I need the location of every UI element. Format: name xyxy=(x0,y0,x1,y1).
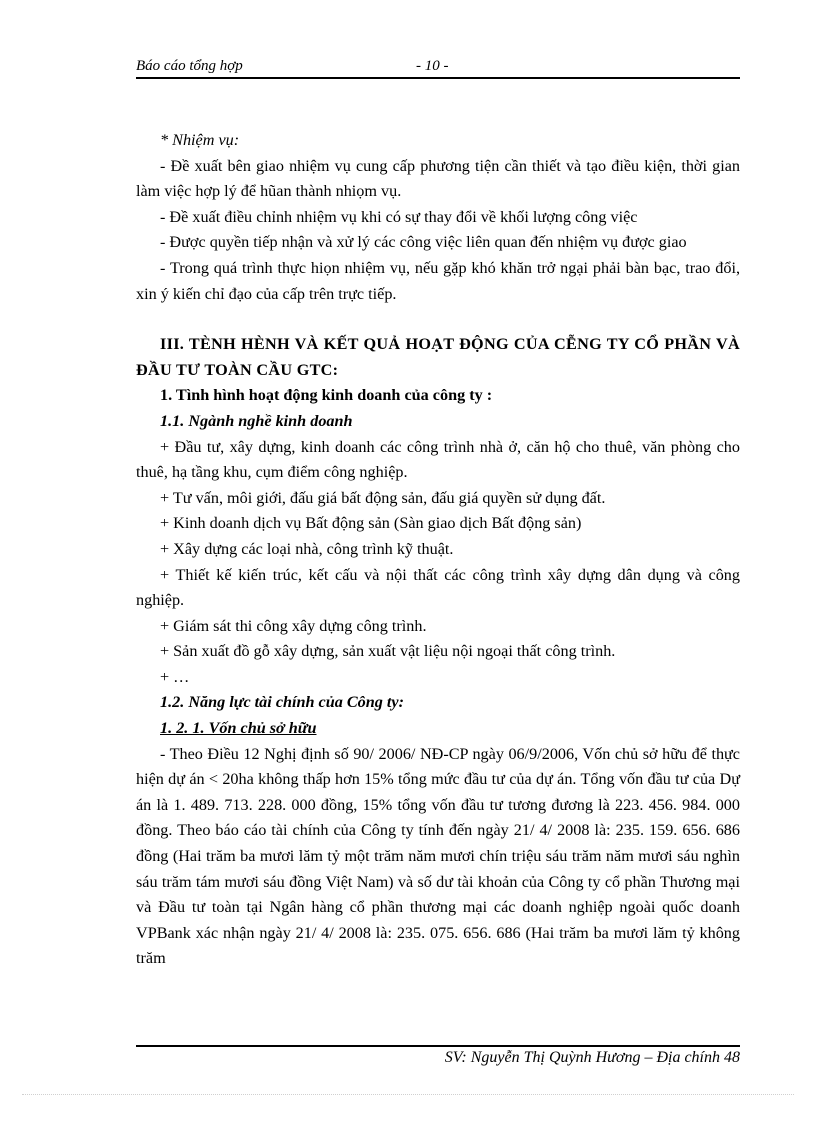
page-edge xyxy=(22,1094,794,1095)
business-line-item: + Sản xuất đồ gỗ xây dựng, sản xuất vật liệu nội ngoại thất công trình. xyxy=(160,642,616,661)
document-body xyxy=(136,128,740,972)
footer-rule xyxy=(136,1045,740,1047)
page-header xyxy=(136,56,740,78)
business-line-item: + Xây dựng các loại nhà, công trình kỹ thuật. xyxy=(160,539,454,558)
page-footer: SV: Nguyễn Thị Quỳnh Hương – Địa chính 48 xyxy=(444,1049,740,1066)
spacer xyxy=(136,307,740,332)
subsection-heading: 1. Tình hình hoạt động kinh doanh của công ty : xyxy=(160,386,493,405)
subsection-heading-1-1: 1.1. Ngành nghề kinh doanh xyxy=(160,411,353,430)
business-line-item: + Kinh doanh dịch vụ Bất động sản (Sàn giao dịch Bất động sản) xyxy=(160,514,582,533)
header-rule xyxy=(136,77,740,79)
business-line-item: + … xyxy=(160,667,190,686)
business-line-item: + Tư vấn, môi giới, đấu giá bất động sản, đấu giá quyền sử dụng đất. xyxy=(160,488,606,507)
duty-item: - Được quyền tiếp nhận và xử lý các công việc liên quan đến nhiệm vụ được giao xyxy=(160,233,687,252)
business-line-item: + Thiết kế kiến trúc, kết cấu và nội thất các công trình xây dựng dân dụng và công nghiệp. xyxy=(136,565,740,610)
subsection-heading-1-2: 1.2. Năng lực tài chính của Công ty: xyxy=(160,693,404,712)
business-line-item: + Đầu tư, xây dựng, kinh doanh các công trình nhà ở, căn hộ cho thuê, văn phòng cho thuê, hạ tầng khu, cụm điểm công nghiệp. xyxy=(136,437,740,482)
duty-item: - Đề xuất điều chỉnh nhiệm vụ khi có sự thay đổi về khối lượng công việc xyxy=(160,207,638,226)
subsection-heading-1-2-1-text: 1. 2. 1. Vốn chủ sở hữu xyxy=(160,719,317,738)
business-line-item: + Giám sát thi công xây dựng công trình. xyxy=(160,616,427,635)
page-number: - 10 - xyxy=(416,58,449,74)
duty-item: - Đề xuất bên giao nhiệm vụ cung cấp phương tiện cần thiết và tạo điều kiện, thời gian làm việc hợp lý để hũan thành nhiọm vụ. xyxy=(136,156,740,201)
header-title: Báo cáo tổng hợp xyxy=(136,58,243,74)
subsection-heading-1-2-1 xyxy=(136,716,740,742)
capital-paragraph: - Theo Điều 12 Nghị định số 90/ 2006/ NĐ-CP ngày 06/9/2006, Vốn chủ sở hữu để thực hiện dự án < 20ha không thấp hơn 15% tổng mức đầu tư của dự án. Tổng vốn đầu tư của Dự án là 1. 489. 713. 228. 000 đồng, 15% tổng vốn đầu tư tương đương là 223. 456. 984. 000 đồng. Theo báo cáo tài chính của Công ty tính đến ngày 21/ 4/ 2008 là: 235. 159. 656. 686 đồng (Hai trăm ba mươi lăm tỷ một trăm năm mươi chín triệu sáu trăm năm mươi sáu nghìn sáu trăm tám mươi sáu đồng Việt Nam) và số dư tài khoản của Công ty cổ phần Thương mại và Đầu tư toàn tại Ngân hàng cổ phần thương mại các doanh nghiệp ngoài quốc doanh VPBank xác nhận ngày 21/ 4/ 2008 là: 235. 075. 656. 686 (Hai trăm ba mươi lăm tỷ không trăm xyxy=(136,744,740,968)
section-heading: III. TÈNH HÈNH VÀ KẾT QUẢ HOẠT ĐỘNG CỦA CỄNG TY CỔ PHẦN VÀ ĐẦU TƯ TOÀN CẦU GTC: xyxy=(136,335,740,379)
duty-item: - Trong quá trình thực hiọn nhiệm vụ, nếu gặp khó khăn trở ngại phải bàn bạc, trao đổi, xin ý kiến chỉ đạo của cấp trên trực tiếp. xyxy=(136,258,740,303)
duty-heading: * Nhiệm vụ: xyxy=(160,131,240,149)
